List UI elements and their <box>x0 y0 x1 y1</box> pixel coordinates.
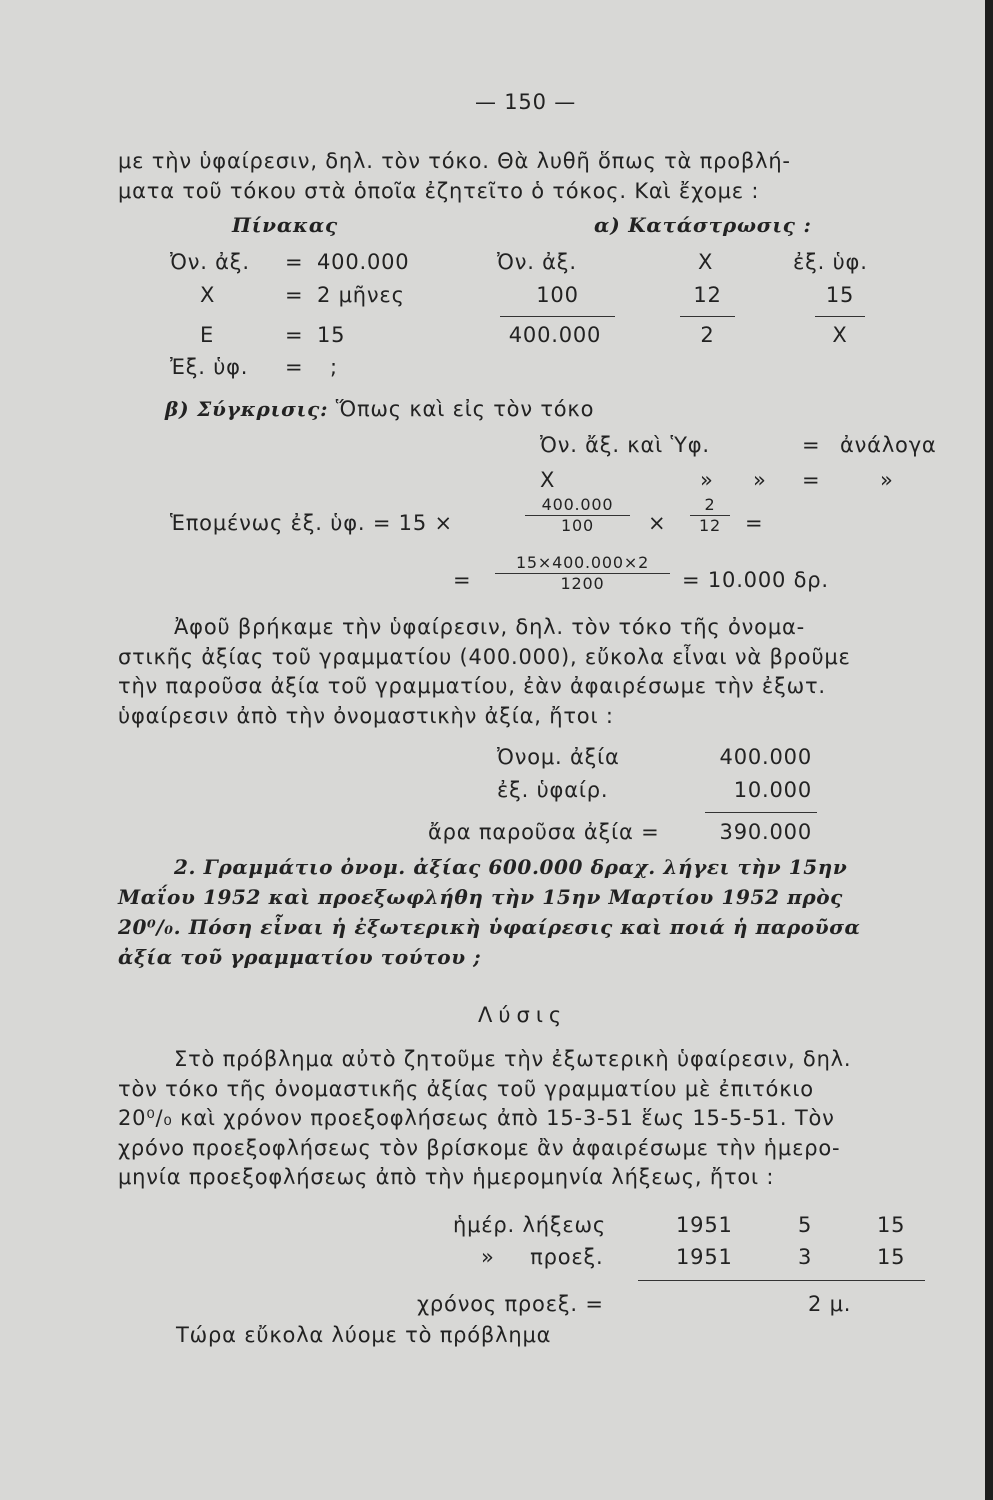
lysis-heading: Λύσις <box>478 1003 568 1027</box>
solution-paragraph <box>118 1045 968 1193</box>
paragraph-2 <box>118 613 968 731</box>
synkrisis-label: β) Σύγκρισις: <box>165 397 329 421</box>
fraction-denominator: 12 <box>699 516 721 535</box>
pinakas-eq: = <box>285 323 304 347</box>
calc-result: = 10.000 δρ. <box>682 568 829 592</box>
calc-fraction-2 <box>690 496 730 535</box>
katastrosis-cell: X <box>832 323 848 347</box>
dates-result-label: χρόνος προεξ. = <box>417 1292 604 1316</box>
text-line: τὴν παροῦσα ἀξία τοῦ γραμματίου, ἐὰν ἀφαιρέσωμε τὴν ἐξωτ. <box>118 674 826 698</box>
synkrisis-row1-b: ἀνάλογα <box>840 433 937 457</box>
calc-prefix: Ἑπομένως ἐξ. ὑφ. = 15 × <box>170 511 453 535</box>
subtraction-result-label: ἄρα παροῦσα ἀξία = <box>428 820 660 844</box>
dates-day: 15 <box>877 1213 906 1237</box>
text-line: 2. Γραμμάτιο ὀνομ. ἀξίας 600.000 δραχ. λήγει τὴν 15ην <box>174 855 848 879</box>
fraction-denominator: 1200 <box>560 574 605 593</box>
pinakas-eq: = <box>285 283 304 307</box>
pinakas-label: Ἐξ. ὑφ. <box>170 355 249 379</box>
calc-times: × <box>648 511 667 535</box>
calc-fraction-3 <box>495 554 670 593</box>
katastrosis-rule <box>500 316 615 317</box>
text-line: στικῆς ἀξίας τοῦ γραμματίου (400.000), εὔκολα εἶναι νὰ βροῦμε <box>118 644 851 669</box>
subtraction-label: Ὀνομ. ἀξία <box>497 745 620 769</box>
text-line: χρόνο προεξοφλήσεως τὸν βρίσκομε ἂν ἀφαιρέσωμε τὴν ἡμερο- <box>118 1135 841 1160</box>
fraction-numerator: 15×400.000×2 <box>515 553 650 572</box>
katastrosis-header: Ὀν. ἀξ. <box>497 250 577 274</box>
text-line: ἀξία τοῦ γραμματίου τούτου ; <box>118 945 482 969</box>
synkrisis-row2-q2: » <box>753 468 767 492</box>
katastrosis-heading: α) Κατάστρωσις : <box>594 213 812 237</box>
pinakas-value: ; <box>330 355 338 379</box>
katastrosis-cell: 15 <box>825 283 855 307</box>
text-line: με τὴν ὑφαίρεσιν, δηλ. τὸν τόκο. Θὰ λυθῆ ὅπως τὰ προβλή- <box>118 149 791 173</box>
subtraction-rule <box>705 812 817 813</box>
calc-eq: = <box>745 511 764 535</box>
dates-day: 15 <box>877 1245 906 1269</box>
synkrisis-line <box>165 397 594 421</box>
dates-month: 5 <box>798 1213 813 1237</box>
dates-year: 1951 <box>676 1213 733 1237</box>
katastrosis-cell: 400.000 <box>508 323 602 347</box>
subtraction-value: 400.000 <box>719 745 812 769</box>
text-line: 20⁰/₀. Πόση εἶναι ἡ ἐξωτερικὴ ὑφαίρεσις καὶ ποιά ἡ παροῦσα <box>118 915 861 939</box>
synkrisis-row1-eq: = <box>802 433 821 457</box>
synkrisis-row2-a: X <box>540 468 556 492</box>
text-line: 20⁰/₀ καὶ χρόνον προεξοφλήσεως ἀπὸ 15-3-51 ἕως 15-5-51. Τὸν <box>118 1106 835 1130</box>
intro-paragraph <box>118 147 968 206</box>
synkrisis-text: Ὅπως καὶ εἰς τὸν τόκο <box>335 397 595 421</box>
text-line: ματα τοῦ τόκου στὰ ὁποῖα ἐζητεῖτο ὁ τόκος. Καὶ ἔχομε : <box>118 178 760 203</box>
synkrisis-row2-eq: = <box>802 468 821 492</box>
pinakas-label: Ὀν. ἀξ. <box>170 250 250 274</box>
pinakas-label: E <box>200 323 215 347</box>
pinakas-eq: = <box>285 250 304 274</box>
dates-month: 3 <box>798 1245 813 1269</box>
pinakas-label: X <box>200 283 216 307</box>
text-line: Μαΐου 1952 καὶ προεξωφλήθη τὴν 15ην Μαρτίου 1952 πρὸς <box>118 885 843 909</box>
problem-2 <box>118 852 968 972</box>
katastrosis-cell: 100 <box>536 283 579 307</box>
calc-fraction-1 <box>525 496 630 535</box>
text-line: τὸν τόκο τῆς ὀνομαστικῆς ἀξίας τοῦ γραμματίου μὲ ἐπιτόκιο <box>118 1076 814 1101</box>
synkrisis-row2-q1: » <box>700 468 714 492</box>
katastrosis-rule <box>815 316 865 317</box>
text-line: Ἀφοῦ βρήκαμε τὴν ὑφαίρεσιν, δηλ. τὸν τόκο τῆς ὀνομα- <box>174 615 806 639</box>
text-line: ὑφαίρεσιν ἀπὸ τὴν ὀνομαστικὴν ἀξία, ἤτοι : <box>118 703 614 728</box>
fraction-numerator: 400.000 <box>541 495 614 514</box>
dates-label: » προεξ. <box>481 1245 604 1269</box>
fraction-denominator: 100 <box>561 516 594 535</box>
katastrosis-cell: 12 <box>693 283 722 307</box>
pinakas-eq: = <box>285 355 304 379</box>
katastrosis-cell: 2 <box>700 323 715 347</box>
pinakas-value: 400.000 <box>317 250 410 274</box>
page-number: — 150 — <box>475 90 577 114</box>
pinakas-value: 2 μῆνες <box>317 283 405 307</box>
synkrisis-row1-a: Ὀν. ἄξ. καὶ Ὑφ. <box>540 433 710 457</box>
fraction-numerator: 2 <box>704 495 716 514</box>
katastrosis-rule <box>680 316 735 317</box>
subtraction-result-value: 390.000 <box>719 820 812 844</box>
dates-year: 1951 <box>676 1245 733 1269</box>
calc-eq: = <box>453 568 472 592</box>
final-line: Τώρα εὔκολα λύομε τὸ πρόβλημα <box>176 1323 552 1347</box>
pinakas-value: 15 <box>317 323 346 347</box>
text-line: Στὸ πρόβλημα αὐτὸ ζητοῦμε τὴν ἐξωτερικὴ ὑφαίρεσιν, δηλ. <box>174 1047 852 1071</box>
synkrisis-row2-b: » <box>880 468 894 492</box>
katastrosis-header: X <box>698 250 714 274</box>
katastrosis-header: ἐξ. ὑφ. <box>793 250 868 274</box>
subtraction-label: ἐξ. ὑφαίρ. <box>497 778 609 802</box>
subtraction-value: 10.000 <box>733 778 812 802</box>
dates-label: ἡμέρ. λήξεως <box>453 1213 607 1237</box>
dates-rule <box>638 1280 925 1281</box>
pinakas-heading: Πίνακας <box>232 213 339 237</box>
text-line: μηνία προεξοφλήσεως ἀπὸ τὴν ἡμερομηνία λήξεως, ἤτοι : <box>118 1165 775 1189</box>
dates-result-value: 2 μ. <box>808 1292 852 1316</box>
